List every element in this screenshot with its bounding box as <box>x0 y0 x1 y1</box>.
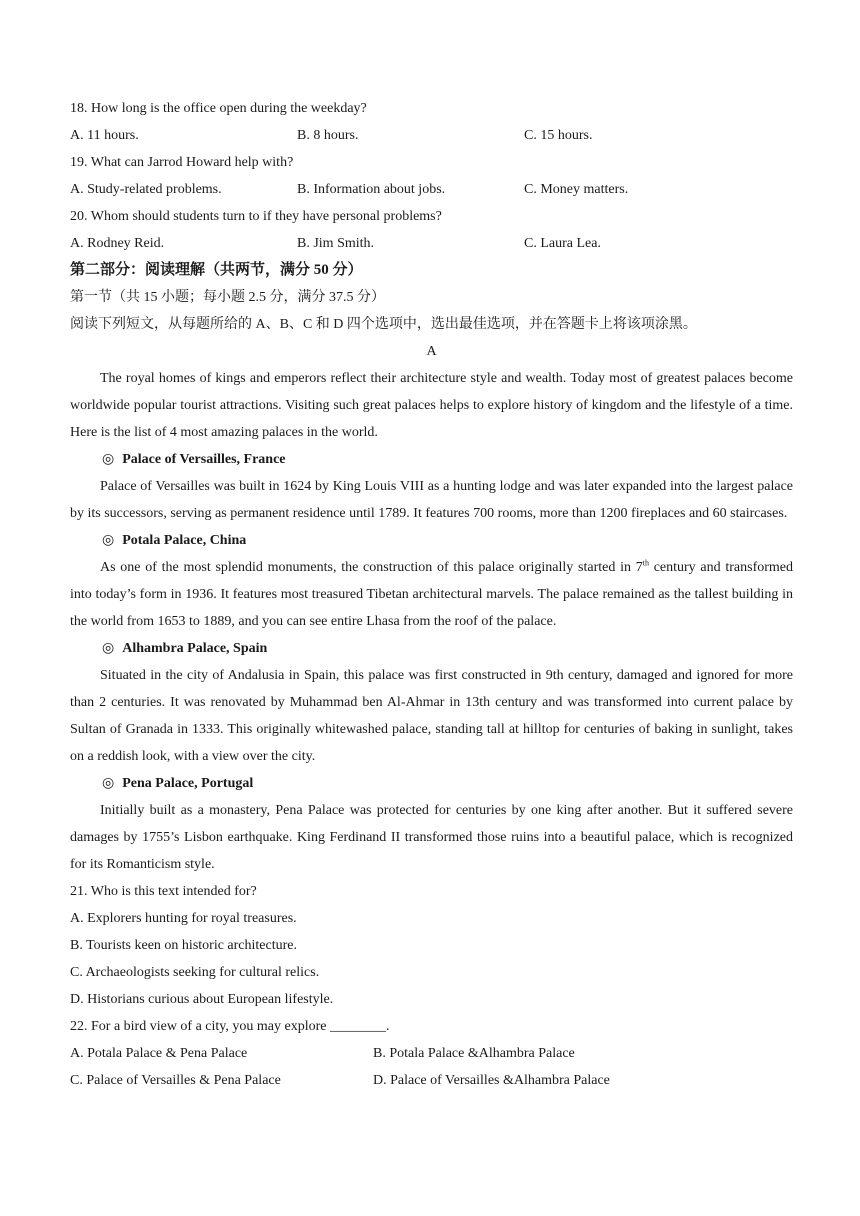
q20-options <box>70 230 793 257</box>
q18-stem: 18. How long is the office open during the weekday? <box>70 101 367 116</box>
part2-title: 第二部分：阅读理解（共两节，满分 50 分） <box>70 262 363 278</box>
q22-option-c: C. Palace of Versailles & Pena Palace <box>70 1073 281 1088</box>
q22-options-row1 <box>70 1040 793 1067</box>
pena-title: Pena Palace, Portugal <box>122 776 254 791</box>
q22-option-b: B. Potala Palace &Alhambra Palace <box>373 1046 575 1061</box>
q21-option-c: C. Archaeologists seeking for cultural relics. <box>70 965 320 980</box>
alhambra-title: Alhambra Palace, Spain <box>122 641 268 656</box>
alhambra-heading <box>70 635 793 662</box>
bullet-circle-icon: ◎ <box>102 452 115 467</box>
q19-stem: 19. What can Jarrod Howard help with? <box>70 155 294 170</box>
q21-option-b: B. Tourists keen on historic architecture. <box>70 938 297 953</box>
q21-option-a: A. Explorers hunting for royal treasures. <box>70 911 297 926</box>
q18-option-b: B. 8 hours. <box>297 128 359 143</box>
q19-option-a: A. Study-related problems. <box>70 182 222 197</box>
pena-paragraph: Initially built as a monastery, Pena Palace was protected for centuries by one king after another. But it suffered severe damages by 1755’s Lisbon earthquake. King Ferdinand II transformed those ruins into a beautiful palace, which is recognized for its Romanticism style. <box>70 803 793 872</box>
versailles-paragraph: Palace of Versailles was built in 1624 by King Louis VIII as a hunting lodge and was later expanded into the largest palace by its successors, serving as permanent residence until 1789. It features 700 rooms, more than 1200 fireplaces and 60 staircases. <box>70 479 793 521</box>
q18-options <box>70 122 793 149</box>
potala-heading <box>70 527 793 554</box>
potala-title: Potala Palace, China <box>122 533 247 548</box>
q18-option-a: A. 11 hours. <box>70 128 139 143</box>
exam-page <box>70 95 793 1094</box>
bullet-circle-icon: ◎ <box>102 533 115 548</box>
q19-option-b: B. Information about jobs. <box>297 182 446 197</box>
q20-stem: 20. Whom should students turn to if they have personal problems? <box>70 209 442 224</box>
q22-stem: 22. For a bird view of a city, you may explore ________. <box>70 1019 390 1034</box>
bullet-circle-icon: ◎ <box>102 641 115 656</box>
potala-paragraph <box>70 554 793 635</box>
q21-option-d: D. Historians curious about European lifestyle. <box>70 992 334 1007</box>
section1-info: 第一节（共 15 小题；每小题 2.5 分，满分 37.5 分） <box>70 290 385 305</box>
q20-option-a: A. Rodney Reid. <box>70 236 165 251</box>
q18-option-c: C. 15 hours. <box>524 128 593 143</box>
versailles-heading <box>70 446 793 473</box>
bullet-circle-icon: ◎ <box>102 776 115 791</box>
pena-heading <box>70 770 793 797</box>
reading-instruction: 阅读下列短文，从每题所给的 A、B、C 和 D 四个选项中，选出最佳选项，并在答题卡上将该项涂黑。 <box>70 317 697 332</box>
q20-option-c: C. Laura Lea. <box>524 236 601 251</box>
potala-text-part1: As one of the most splendid monuments, the construction of this palace originally started in 7 <box>100 560 643 575</box>
q22-option-a: A. Potala Palace & Pena Palace <box>70 1046 248 1061</box>
q19-options <box>70 176 793 203</box>
q22-options-row2 <box>70 1067 793 1094</box>
q22-option-d: D. Palace of Versailles &Alhambra Palace <box>373 1073 610 1088</box>
alhambra-paragraph: Situated in the city of Andalusia in Spain, this palace was first constructed in 9th century, damaged and ignored for more than 2 centuries. It was renovated by Muhammad ben Al-Ahmar in 13th century and was transformed into current palace by Sultan of Granada in 1333. This originally whitewashed palace, standing tall at hilltop for centuries of baking in sunlight, takes on a reddish look, with a view over the city. <box>70 668 793 764</box>
versailles-title: Palace of Versailles, France <box>122 452 286 467</box>
q21-stem: 21. Who is this text intended for? <box>70 884 257 899</box>
superscript-th: th <box>642 558 649 568</box>
passage-label: A <box>426 344 437 359</box>
q20-option-b: B. Jim Smith. <box>297 236 375 251</box>
passage-intro: The royal homes of kings and emperors reflect their architecture style and wealth. Today most of greatest palaces become worldwide popular tourist attractions. Visiting such great palaces helps to explore history of kingdom and the lifestyle of a time. Here is the list of 4 most amazing palaces in the world. <box>70 371 793 440</box>
potala-text-part2: century and transformed into today’s form in 1936. It features most treasured Tibetan architectural marvels. The palace remained as the tallest building in the world from 1653 to 1889, and you can see entire Lhasa from the roof of the palace. <box>70 560 794 629</box>
q19-option-c: C. Money matters. <box>524 182 629 197</box>
